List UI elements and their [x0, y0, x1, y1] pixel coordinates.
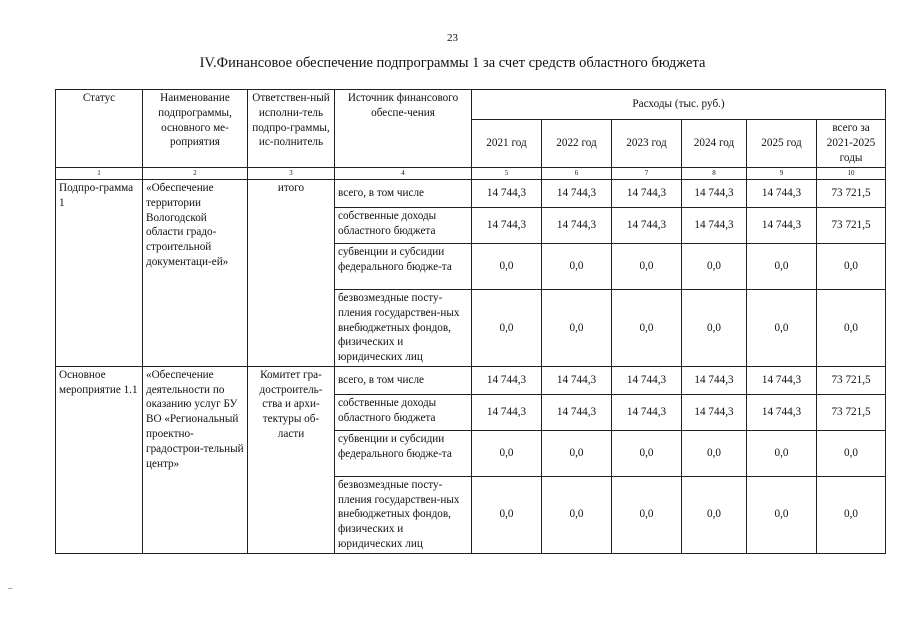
value-cell: 0,0 [542, 476, 612, 553]
total-cell: 0,0 [817, 290, 886, 367]
value-cell: 14 744,3 [612, 180, 682, 208]
value-cell: 14 744,3 [747, 180, 817, 208]
value-cell: 0,0 [682, 244, 747, 290]
source-cell: всего, в том числе [335, 366, 472, 394]
responsible-cell: Комитет гра-достроитель-ства и архи-тектуры об-ласти [248, 366, 335, 553]
name-cell: «Обеспечение деятельности по оказанию услуг БУ ВО «Региональный проектно-градострои-тельный центр» [143, 366, 248, 553]
value-cell: 0,0 [472, 476, 542, 553]
value-cell: 14 744,3 [747, 394, 817, 430]
column-number: 9 [747, 168, 817, 180]
value-cell: 0,0 [542, 290, 612, 367]
value-cell: 14 744,3 [612, 208, 682, 244]
total-cell: 73 721,5 [817, 366, 886, 394]
value-cell: 0,0 [612, 476, 682, 553]
total-cell: 73 721,5 [817, 394, 886, 430]
source-cell: собственные доходы областного бюджета [335, 208, 472, 244]
header-source: Источник финансового обеспе-чения [335, 90, 472, 168]
column-number: 8 [682, 168, 747, 180]
value-cell: 14 744,3 [542, 394, 612, 430]
margin-mark: – [8, 583, 13, 593]
value-cell: 14 744,3 [542, 366, 612, 394]
value-cell: 0,0 [472, 244, 542, 290]
header-year-2025: 2025 год [747, 120, 817, 168]
status-cell: Подпро-грамма 1 [56, 180, 143, 367]
value-cell: 0,0 [682, 476, 747, 553]
financing-table [55, 89, 886, 554]
value-cell: 14 744,3 [747, 208, 817, 244]
value-cell: 14 744,3 [472, 394, 542, 430]
total-cell: 0,0 [817, 244, 886, 290]
column-number: 6 [542, 168, 612, 180]
total-cell: 73 721,5 [817, 180, 886, 208]
value-cell: 0,0 [747, 290, 817, 367]
column-number: 2 [143, 168, 248, 180]
name-cell: «Обеспечение территории Вологодской области градо-строительной документаци-ей» [143, 180, 248, 367]
value-cell: 0,0 [472, 430, 542, 476]
source-cell: безвозмездные посту-пления государствен-ных внебюджетных фондов, физических и юридических лиц [335, 476, 472, 553]
value-cell: 0,0 [682, 290, 747, 367]
page-number: 23 [447, 32, 458, 44]
page-title: IV.Финансовое обеспечение подпрограммы 1 за счет средств областного бюджета [199, 55, 706, 71]
column-number: 1 [56, 168, 143, 180]
value-cell: 0,0 [682, 430, 747, 476]
value-cell: 14 744,3 [472, 366, 542, 394]
status-cell: Основное мероприятие 1.1 [56, 366, 143, 553]
column-number: 7 [612, 168, 682, 180]
source-cell: субвенции и субсидии федерального бюдже-та [335, 430, 472, 476]
header-name: Наименование подпрограммы, основного ме-роприятия [143, 90, 248, 168]
column-numbers-row [56, 168, 886, 180]
value-cell: 0,0 [747, 476, 817, 553]
value-cell: 0,0 [612, 290, 682, 367]
value-cell: 14 744,3 [682, 208, 747, 244]
value-cell: 14 744,3 [682, 394, 747, 430]
value-cell: 0,0 [472, 290, 542, 367]
value-cell: 0,0 [612, 430, 682, 476]
header-status: Статус [56, 90, 143, 168]
value-cell: 0,0 [542, 244, 612, 290]
header-expenses: Расходы (тыс. руб.) [472, 90, 886, 120]
value-cell: 0,0 [542, 430, 612, 476]
header-year-2024: 2024 год [682, 120, 747, 168]
value-cell: 14 744,3 [472, 180, 542, 208]
value-cell: 14 744,3 [747, 366, 817, 394]
value-cell: 14 744,3 [542, 208, 612, 244]
column-number: 4 [335, 168, 472, 180]
column-number: 10 [817, 168, 886, 180]
value-cell: 14 744,3 [612, 394, 682, 430]
header-year-2022: 2022 год [542, 120, 612, 168]
column-number: 3 [248, 168, 335, 180]
source-cell: субвенции и субсидии федерального бюдже-та [335, 244, 472, 290]
value-cell: 14 744,3 [682, 180, 747, 208]
value-cell: 14 744,3 [542, 180, 612, 208]
header-year-2023: 2023 год [612, 120, 682, 168]
total-cell: 73 721,5 [817, 208, 886, 244]
source-cell: всего, в том числе [335, 180, 472, 208]
column-number: 5 [472, 168, 542, 180]
source-cell: собственные доходы областного бюджета [335, 394, 472, 430]
table-row [56, 366, 886, 394]
total-cell: 0,0 [817, 476, 886, 553]
source-cell: безвозмездные посту-пления государствен-ных внебюджетных фондов, физических и юридических лиц [335, 290, 472, 367]
header-responsible: Ответствен-ный исполни-тель подпро-граммы, ис-полнитель [248, 90, 335, 168]
value-cell: 14 744,3 [472, 208, 542, 244]
header-year-2021: 2021 год [472, 120, 542, 168]
header-total: всего за 2021-2025 годы [817, 120, 886, 168]
value-cell: 0,0 [612, 244, 682, 290]
responsible-cell: итого [248, 180, 335, 367]
value-cell: 0,0 [747, 244, 817, 290]
value-cell: 14 744,3 [682, 366, 747, 394]
value-cell: 14 744,3 [612, 366, 682, 394]
value-cell: 0,0 [747, 430, 817, 476]
total-cell: 0,0 [817, 430, 886, 476]
table-row [56, 180, 886, 208]
